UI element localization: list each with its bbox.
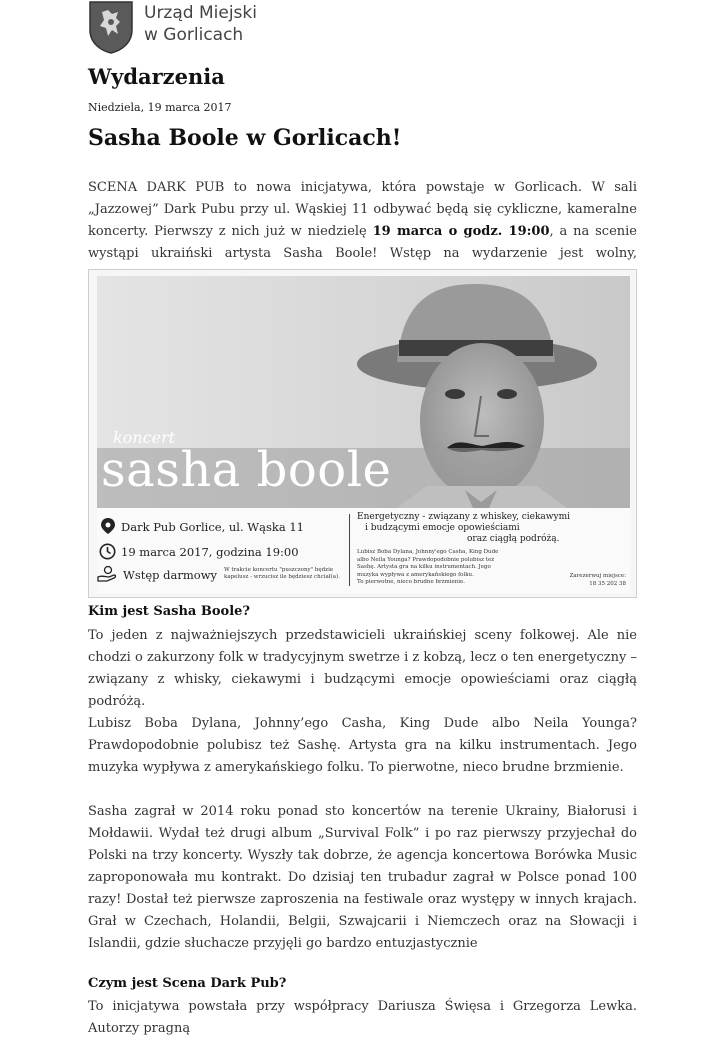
poster-tagline (357, 512, 607, 545)
poster-tagline-line: Energetyczny - związany z whiskey, ciekawymi (357, 512, 571, 522)
crest-icon (88, 0, 134, 54)
poster-desc-line: Sashę. Artysta gra na kilku instrumentach. Jego (357, 564, 491, 570)
poster-entry-note-line: W trakcie koncertu "puszczony" będzie (224, 567, 334, 573)
poster-desc-line: muzyka wypływa z amerykańskiego folku. (357, 571, 474, 578)
poster-photo (97, 276, 630, 508)
paragraph: To inicjatywa powstała przy współpracy Dariusza Święsa i Grzegorza Lewka. Autorzy pragną (88, 999, 637, 1036)
organization-name[interactable] (144, 0, 257, 46)
poster-tagline-line: i budzącymi emocje opowieściami (365, 523, 520, 533)
intro-bold-date: 19 marca o godz. 19:00 (372, 224, 550, 239)
clock-icon (99, 543, 116, 560)
poster-desc-line: Lubisz Boba Dylana, Johnny'ego Casha, King Dude (357, 549, 499, 555)
intro-text-2: , a na scenie wystąpi ukraiński artysta Sasha Boole! Wstęp na wydarzenie jest wolny, (88, 224, 637, 261)
poster-desc-line: To pierwotne, nieco brudne brzmienie. (357, 579, 466, 585)
poster-entry: Wstęp darmowy (123, 568, 218, 582)
poster-entry-note-line: kapelusz - wrzucisz ile będziesz chciał(a). (224, 574, 340, 580)
poster-venue: Dark Pub Gorlice, ul. Wąska 11 (121, 520, 304, 534)
post-date: Niedziela, 19 marca 2017 (88, 101, 232, 114)
section-title: Wydarzenia (88, 64, 225, 89)
poster-datetime: 19 marca 2017, godzina 19:00 (121, 545, 299, 559)
site-header (88, 0, 257, 56)
event-poster[interactable] (88, 269, 637, 598)
intro-text-1: SCENA DARK PUB to nowa inicjatywa, która powstaje w Gorlicach. W sali „Jazzowej” Dark Pubu przy ul. Wąskiej 11 odbywać będą się cykliczne, kameralne koncerty. Pierwszy z nich już w niedzielę (88, 180, 637, 239)
poster-kicker: koncert (113, 428, 176, 447)
paragraph: To jeden z najważniejszych przedstawicieli ukraińskiej sceny folkowej. Ale nie chodzi o zakurzony folk w tradycyjnym swetrze i z kobzą, lecz o ten energetyczny – związany z whisky, ciekawymi i budzącymi emocje opowieściami oraz ciągłą podróżą. (88, 628, 637, 709)
poster-info (97, 508, 630, 593)
poster-reserve-phone: 18 35 202 38 (589, 581, 626, 587)
section-heading-who: Kim jest Sasha Boole? (88, 604, 251, 619)
paragraph: Lubisz Boba Dylana, Johnny’ego Casha, King Dude albo Neila Younga? Prawdopodobnie polubisz też Sashę. Artysta gra na kilku instrumentach. Jego muzyka wypływa z amerykańskiego folku. To pierwotne, nieco brudne brzmienie. (88, 716, 637, 775)
poster-tagline-line: oraz ciągłą podróżą. (467, 534, 560, 544)
poster-description (357, 549, 537, 587)
poster-entry-note (224, 567, 340, 581)
location-pin-icon (101, 518, 115, 534)
org-line-1: Urząd Miejski (144, 3, 257, 23)
paragraph: Sasha zagrał w 2014 roku ponad sto koncertów na terenie Ukrainy, Białorusi i Mołdawii. Wydał też drugi album „Survival Folk” i po raz pierwszy przyjechał do Polski na trzy koncerty. Wyszły tak dobrze, że agencja koncertowa Borówka Music zaproponowała mu kontrakt. Do dzisiaj ten trubadur zagrał w Polsce ponad 100 razy! Dostał też pierwsze zaproszenia na festiwale oraz występy w innych krajach. Grał w Czechach, Holandii, Belgii, Szwajcarii i Niemczech oraz na Słowacji i Islandii, gdzie słuchacze przyjęli go bardzo entuzjastycznie (88, 804, 637, 951)
org-line-2: w Gorlicach (144, 25, 244, 45)
poster-reserve-label: Zarezerwuj miejsce: (569, 573, 626, 579)
poster-divider (349, 514, 350, 586)
poster-reservation (570, 572, 626, 588)
poster-desc-line: albo Neila Younga? Prawdopodobnie polubisz też (357, 556, 495, 563)
section-heading-what: Czym jest Scena Dark Pub? (88, 976, 287, 991)
hand-coin-icon (97, 565, 117, 583)
poster-artist-name: sasha boole (101, 442, 392, 498)
article-headline: Sasha Boole w Gorlicach! (88, 125, 402, 151)
